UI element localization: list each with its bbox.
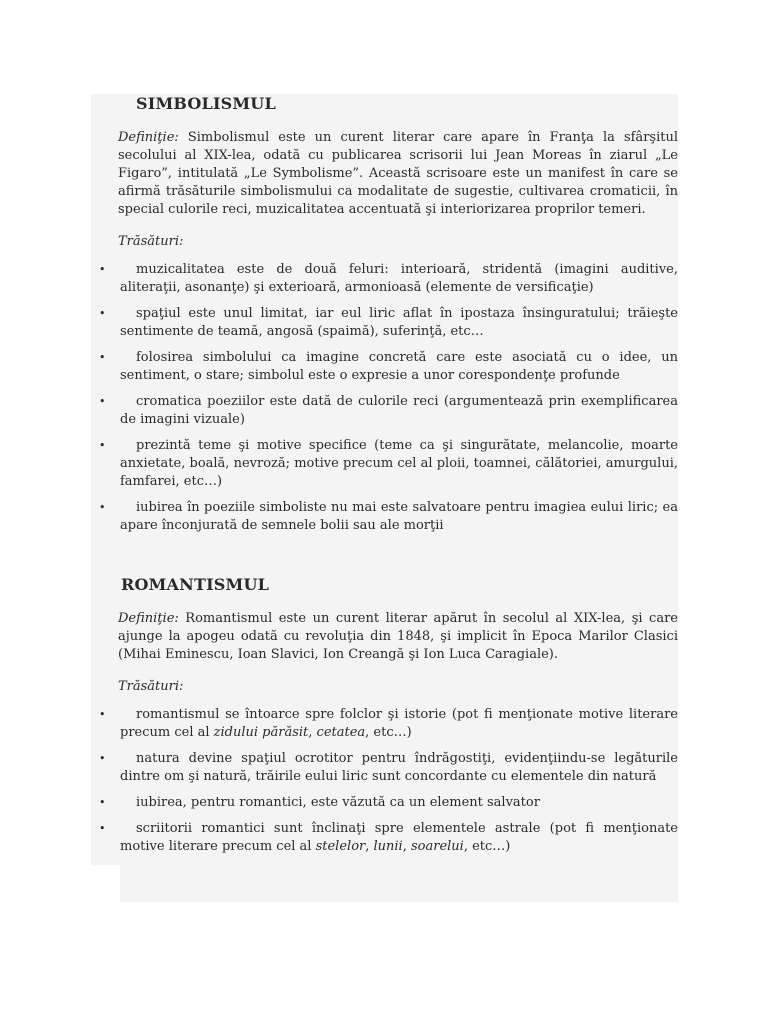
list-item-separator: , (402, 839, 411, 854)
list-item-text-end: , etc…) (365, 725, 412, 740)
section-background (91, 520, 120, 865)
bullet-icon: • (99, 351, 106, 364)
list-item-text: spaţiul este unul limitat, iar eul liric aflat în ipostaza însinguratului; trăieşte sentimente de teamă, angosă (spaimă), suferinţă, etc… (120, 306, 678, 339)
bullet-icon: • (99, 501, 106, 514)
list-item (99, 706, 678, 742)
list-item-text: folosirea simbolului ca imagine concretă care este asociată cu o idee, un sentiment, o stare; simbolul este o expresie a unor corespondenţe profunde (120, 350, 678, 383)
definition-text: Simbolismul este un curent literar care apare în Franţa la sfârşitul secolului al XIX-lea, odată cu publicarea scrisorii lui Jean Moreas în ziarul „Le Figaro”, intitulată „Le Symbolisme”. Această scrisoare este un manifest în care se afirmă trăsăturile simbolismului ca modalitate de sugestie, cultivarea cromaticii, în special culorile reci, muzicalitatea accentuată şi interiorizarea proprilor temeri. (118, 130, 678, 217)
definition-label: Definiţie: (118, 611, 179, 626)
bullet-icon: • (99, 439, 106, 452)
list-item (99, 349, 678, 385)
section-simbolismul (99, 94, 678, 543)
bullet-icon: • (99, 822, 106, 835)
section-title: SIMBOLISMUL (136, 94, 276, 113)
list-item (99, 261, 678, 297)
bullet-icon: • (99, 752, 106, 765)
traits-heading (118, 233, 678, 261)
traits-heading (118, 678, 678, 706)
bullet-icon: • (99, 796, 106, 809)
bullet-icon: • (99, 708, 106, 721)
list-item (99, 750, 678, 786)
definition-label: Definiţie: (118, 130, 179, 145)
list-item-separator: , (308, 725, 317, 740)
traits-list (99, 706, 678, 856)
list-item-emphasis: cetatea (316, 725, 366, 740)
list-item-text: romantismul se întoarce spre folclor şi istorie (pot fi menţionate motive literare precum cel al (120, 707, 678, 740)
traits-label: Trăsături: (118, 234, 184, 249)
list-item (99, 794, 678, 812)
list-item (99, 305, 678, 341)
list-item-separator: , (365, 839, 374, 854)
list-item (99, 499, 678, 535)
section-romantismul (99, 575, 678, 864)
list-item (99, 393, 678, 429)
traits-list (99, 261, 678, 535)
list-item-text: muzicalitatea este de două feluri: interioară, stridentă (imagini auditive, aliteraţii, asonanţe) şi exterioară, armonioasă (elemente de versificaţie) (120, 262, 678, 295)
list-item-text: prezintă teme şi motive specifice (teme ca şi singurătate, melancolie, moarte anxietate, boală, nevroză; motive precum cel al ploii, toamnei, călătoriei, amurgului, famfarei, etc…) (120, 438, 678, 489)
definition-paragraph (118, 129, 678, 219)
definition-paragraph (118, 610, 678, 664)
list-item-text: iubirea, pentru romantici, este văzută ca un element salvator (136, 795, 540, 810)
traits-label: Trăsături: (118, 679, 184, 694)
list-item-emphasis: zidului părăsit (213, 725, 309, 740)
bullet-icon: • (99, 395, 106, 408)
list-item-text: iubirea în poeziile simboliste nu mai este salvatoare pentru imagiea eului liric; ea apare înconjurată de semnele bolii sau ale morţii (120, 500, 678, 533)
list-item-text-end: , etc…) (463, 839, 511, 854)
list-item-emphasis: stelelor (315, 839, 366, 854)
list-item-text: scriitorii romantici sunt înclinaţi spre elementele astrale (pot fi menţionate motive literare precum cel al (120, 821, 678, 854)
list-item (99, 820, 678, 856)
list-item-text: cromatica poeziilor este dată de culorile reci (argumentează prin exemplificarea de imagini vizuale) (120, 394, 678, 427)
definition-text: Romantismul este un curent literar apărut în secolul al XIX-lea, şi care ajunge la apogeu odată cu revoluţia din 1848, şi implicit în Epoca Marilor Clasici (Mihai Eminescu, Ioan Slavici, Ion Creangă şi Ion Luca Caragiale). (118, 611, 678, 662)
list-item-emphasis: lunii (373, 839, 403, 854)
bullet-icon: • (99, 263, 106, 276)
section-title: ROMANTISMUL (121, 575, 270, 594)
list-item (99, 437, 678, 491)
list-item-text: natura devine spaţiul ocrotitor pentru îndrăgostiţi, evidenţiindu-se legăturile dintre om şi natură, trăirile eului liric sunt concordante cu elementele din natură (120, 751, 678, 784)
bullet-icon: • (99, 307, 106, 320)
list-item-emphasis: soarelui (410, 839, 464, 854)
